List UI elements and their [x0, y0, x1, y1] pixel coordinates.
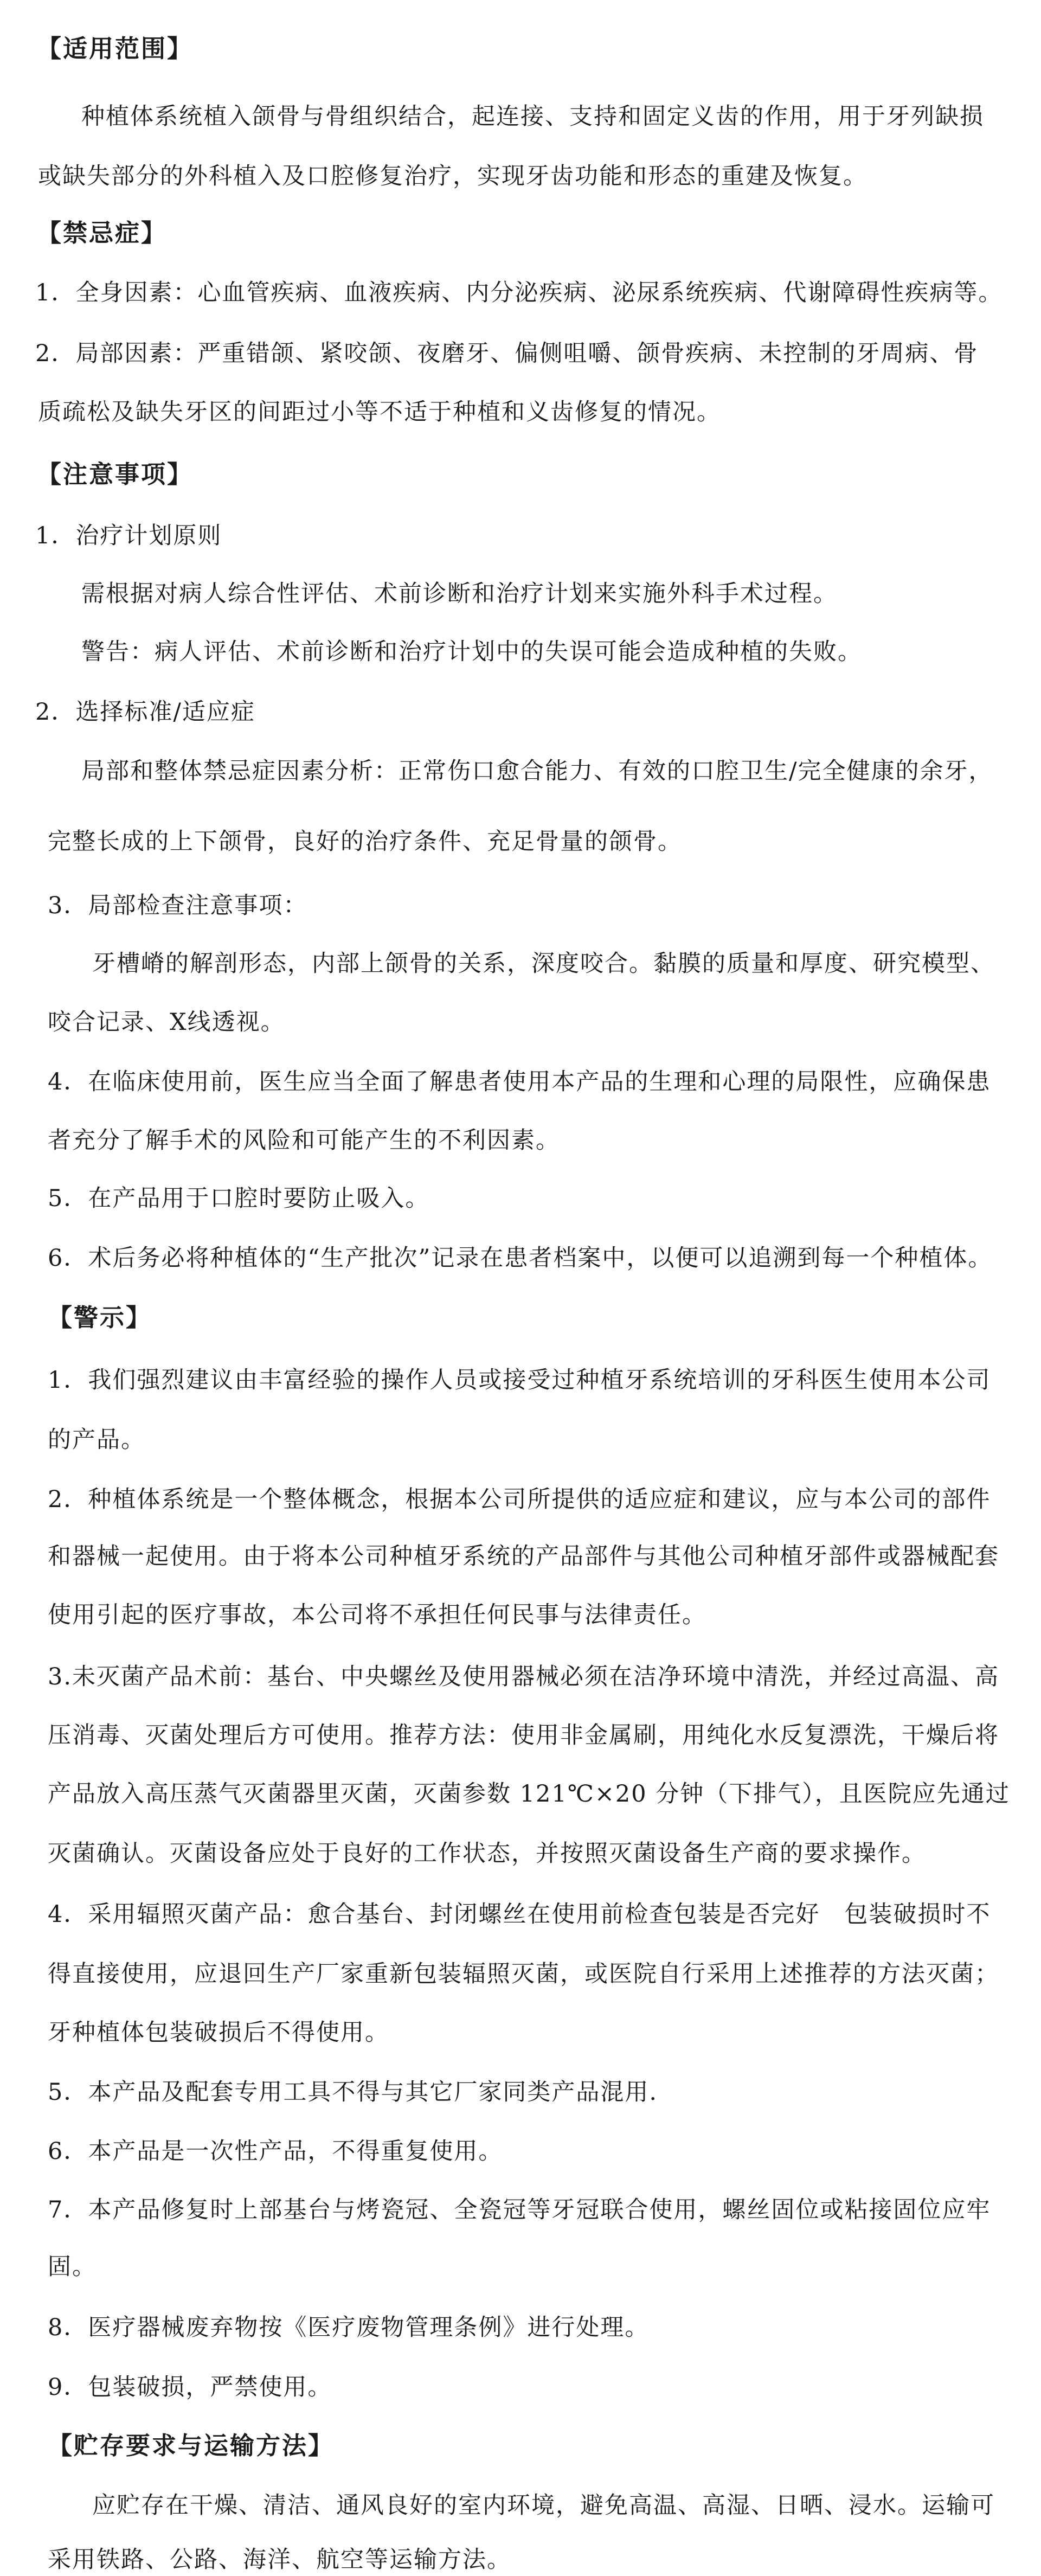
text-line: 9．包装破损，严禁使用。 [48, 2374, 332, 2401]
section-heading: 【禁忌症】 [37, 219, 168, 247]
section-heading: 【适用范围】 [37, 34, 194, 63]
text-line: 8．医疗器械废弃物按《医疗废物管理条例》进行处理。 [48, 2314, 650, 2341]
text-line: 2．选择标准/适应症 [35, 699, 255, 726]
text-line: 压消毒、灭菌处理后方可使用。推荐方法：使用非金属刷，用纯化水反复漂洗，干燥后将 [48, 1722, 999, 1749]
text-line: 2．种植体系统是一个整体概念，根据本公司所提供的适应症和建议，应与本公司的部件 [48, 1486, 991, 1513]
text-line: 需根据对病人综合性评估、术前诊断和治疗计划来实施外科手术过程。 [81, 580, 838, 607]
text-line: 产品放入高压蒸气灭菌器里灭菌，灭菌参数 121℃×20 分钟（下排气），且医院应先通过 [48, 1780, 1010, 1808]
section-heading: 【警示】 [48, 1303, 152, 1332]
text-line: 1．我们强烈建议由丰富经验的操作人员或接受过种植牙系统培训的牙科医生使用本公司 [48, 1367, 991, 1394]
text-line: 灭菌确认。灭菌设备应处于良好的工作状态，并按照灭菌设备生产商的要求操作。 [48, 1840, 926, 1867]
text-line: 的产品。 [48, 1426, 145, 1453]
text-line: 1．治疗计划原则 [35, 522, 222, 549]
text-line: 5．本产品及配套专用工具不得与其它厂家同类产品混用. [48, 2079, 658, 2106]
text-line: 牙种植体包装破损后不得使用。 [48, 2019, 389, 2046]
text-line: 3．局部检查注意事项： [48, 892, 308, 919]
text-line: 应贮存在干燥、清洁、通风良好的室内环境，避免高温、高湿、日晒、浸水。运输可 [92, 2492, 995, 2519]
text-line: 2．局部因素：严重错颌、紧咬颌、夜磨牙、偏侧咀嚼、颌骨疾病、未控制的牙周病、骨 [35, 340, 979, 367]
text-line: 5．在产品用于口腔时要防止吸入。 [48, 1185, 430, 1212]
text-line: 采用铁路、公路、海洋、航空等运输方法。 [48, 2546, 511, 2573]
text-line: 种植体系统植入颌骨与骨组织结合，起连接、支持和固定义齿的作用，用于牙列缺损 [81, 103, 984, 130]
text-line: 4．采用辐照灭菌产品：愈合基台、封闭螺丝在使用前检查包装是否完好 包装破损时不 [48, 1901, 991, 1928]
text-line: 或缺失部分的外科植入及口腔修复治疗，实现牙齿功能和形态的重建及恢复。 [38, 163, 868, 190]
text-line: 得直接使用，应退回生产厂家重新包装辐照灭菌，或医院自行采用上述推荐的方法灭菌； [48, 1960, 999, 1988]
text-line: 咬合记录、X线透视。 [48, 1009, 285, 1036]
text-line: 6．术后务必将种植体的“生产批次”记录在患者档案中，以便可以追溯到每一个种植体。 [48, 1245, 993, 1272]
text-line: 使用引起的医疗事故，本公司将不承担任何民事与法律责任。 [48, 1601, 706, 1629]
text-line: 7．本产品修复时上部基台与烤瓷冠、全瓷冠等牙冠联合使用，螺丝固位或粘接固位应牢 [48, 2196, 991, 2223]
text-line: 1．全身因素：心血管疾病、血液疾病、内分泌疾病、泌尿系统疾病、代谢障碍性疾病等。 [35, 279, 1003, 306]
text-line: 3.未灭菌产品术前：基台、中央螺丝及使用器械必须在洁净环境中清洗，并经过高温、高 [48, 1663, 1000, 1690]
text-line: 4．在临床使用前，医生应当全面了解患者使用本产品的生理和心理的局限性，应确保患 [48, 1068, 991, 1095]
text-line: 质疏松及缺失牙区的间距过小等不适于种植和义齿修复的情况。 [38, 399, 721, 426]
section-heading: 【注意事项】 [37, 460, 194, 489]
text-line: 完整长成的上下颌骨，良好的治疗条件、充足骨量的颌骨。 [48, 828, 682, 855]
text-line: 局部和整体禁忌症因素分析：正常伤口愈合能力、有效的口腔卫生/完全健康的余牙， [81, 758, 993, 785]
text-line: 6．本产品是一次性产品，不得重复使用。 [48, 2138, 503, 2165]
text-line: 和器械一起使用。由于将本公司种植牙系统的产品部件与其他公司种植牙部件或器械配套 [48, 1543, 999, 1570]
text-line: 固。 [48, 2253, 97, 2280]
text-line: 警告：病人评估、术前诊断和治疗计划中的失误可能会造成种植的失败。 [81, 638, 862, 665]
section-heading: 【贮存要求与运输方法】 [48, 2431, 335, 2460]
text-line: 牙槽嵴的解剖形态，内部上颌骨的关系，深度咬合。黏膜的质量和厚度、研究模型、 [92, 950, 995, 977]
text-line: 者充分了解手术的风险和可能产生的不利因素。 [48, 1127, 560, 1154]
